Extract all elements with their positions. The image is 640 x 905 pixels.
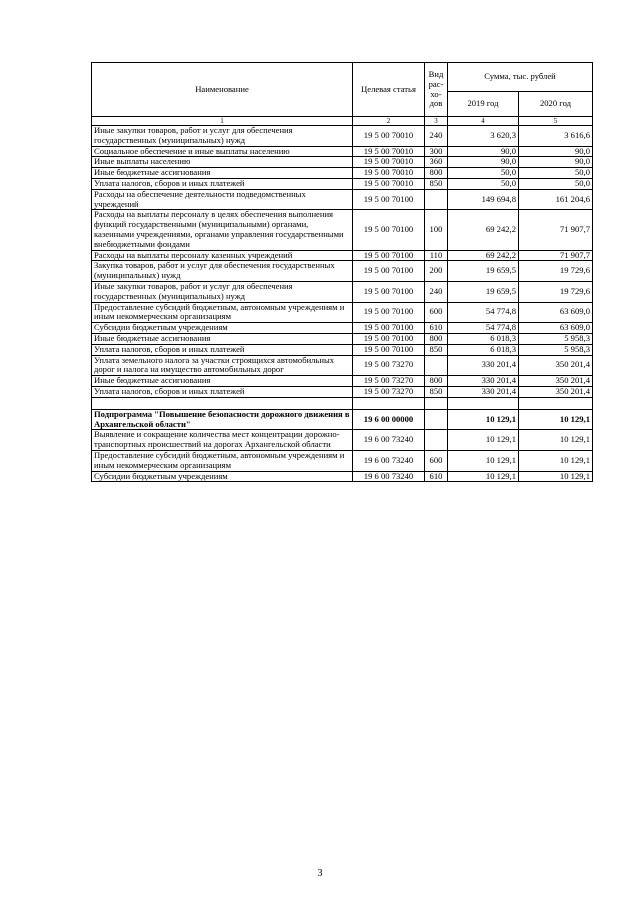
row-sum-2019: 6 018,3	[448, 344, 519, 355]
row-target-article: 19 6 00 73240	[353, 430, 425, 451]
row-target-article: 19 5 00 73270	[353, 386, 425, 397]
row-sum-2019: 6 018,3	[448, 333, 519, 344]
row-target-article: 19 5 00 73270	[353, 355, 425, 376]
row-sum-2020: 50,0	[519, 178, 593, 189]
row-expense-type: 610	[425, 323, 448, 334]
row-expense-type: 850	[425, 178, 448, 189]
row-sum-2020: 71 907,7	[519, 210, 593, 250]
header-expense-type: Вид рас- хо- дов	[425, 63, 448, 117]
table-row	[92, 397, 593, 409]
table-row	[92, 409, 593, 430]
row-name: Уплата налогов, сборов и иных платежей	[92, 178, 353, 189]
row-target-article: 19 5 00 70100	[353, 344, 425, 355]
table-row	[92, 250, 593, 261]
row-name: Предоставление субсидий бюджетным, автономным учреждениям и иным некоммерческим организациям	[92, 302, 353, 323]
row-expense-type: 100	[425, 210, 448, 250]
row-expense-type: 300	[425, 146, 448, 157]
row-target-article: 19 5 00 70100	[353, 281, 425, 302]
row-target-article: 19 6 00 00000	[353, 409, 425, 430]
row-expense-type: 200	[425, 261, 448, 282]
row-sum-2019: 54 774,8	[448, 302, 519, 323]
table-row	[92, 333, 593, 344]
column-index: 2	[353, 117, 425, 126]
row-expense-type	[425, 430, 448, 451]
row-target-article: 19 5 00 70100	[353, 210, 425, 250]
row-sum-2020: 5 958,3	[519, 333, 593, 344]
table-row	[92, 210, 593, 250]
row-expense-type: 800	[425, 376, 448, 387]
row-expense-type	[425, 409, 448, 430]
row-expense-type	[425, 355, 448, 376]
row-sum-2020: 90,0	[519, 157, 593, 168]
row-sum-2020: 90,0	[519, 146, 593, 157]
row-sum-2019: 69 242,2	[448, 250, 519, 261]
row-name: Иные бюджетные ассигнования	[92, 333, 353, 344]
row-sum-2019: 330 201,4	[448, 355, 519, 376]
row-sum-2020: 161 204,6	[519, 189, 593, 210]
row-target-article: 19 5 00 70010	[353, 178, 425, 189]
row-expense-type: 240	[425, 126, 448, 147]
row-name: Иные бюджетные ассигнования	[92, 168, 353, 179]
table-row	[92, 178, 593, 189]
row-sum-2019: 19 659,5	[448, 281, 519, 302]
row-expense-type: 800	[425, 168, 448, 179]
row-name: Предоставление субсидий бюджетным, автономным учреждениям и иным некоммерческим организациям	[92, 450, 353, 471]
column-index: 1	[92, 117, 353, 126]
table-row	[92, 355, 593, 376]
row-name: Расходы на обеспечение деятельности подведомственных учреждений	[92, 189, 353, 210]
row-sum-2020: 63 609,0	[519, 323, 593, 334]
row-target-article	[353, 397, 425, 409]
table-row	[92, 168, 593, 179]
table-row	[92, 344, 593, 355]
table-row	[92, 376, 593, 387]
row-sum-2020: 19 729,6	[519, 281, 593, 302]
row-name: Иные закупки товаров, работ и услуг для обеспечения государственных (муниципальных) нужд	[92, 126, 353, 147]
row-expense-type: 800	[425, 333, 448, 344]
row-expense-type: 360	[425, 157, 448, 168]
row-sum-2020: 350 201,4	[519, 376, 593, 387]
row-sum-2020: 19 729,6	[519, 261, 593, 282]
page-number: 3	[317, 868, 323, 879]
row-sum-2020: 10 129,1	[519, 471, 593, 482]
row-target-article: 19 5 00 70100	[353, 323, 425, 334]
row-sum-2019: 50,0	[448, 178, 519, 189]
row-target-article: 19 5 00 70100	[353, 250, 425, 261]
table-row	[92, 126, 593, 147]
row-expense-type: 850	[425, 386, 448, 397]
row-sum-2020: 10 129,1	[519, 450, 593, 471]
row-sum-2019: 54 774,8	[448, 323, 519, 334]
row-expense-type: 240	[425, 281, 448, 302]
row-sum-2019: 19 659,5	[448, 261, 519, 282]
row-target-article: 19 5 00 70100	[353, 189, 425, 210]
row-sum-2020: 5 958,3	[519, 344, 593, 355]
row-expense-type: 600	[425, 450, 448, 471]
row-sum-2019: 10 129,1	[448, 471, 519, 482]
row-name: Иные бюджетные ассигнования	[92, 376, 353, 387]
row-sum-2020	[519, 397, 593, 409]
row-sum-2019: 69 242,2	[448, 210, 519, 250]
column-index: 3	[425, 117, 448, 126]
row-target-article: 19 5 00 73270	[353, 376, 425, 387]
row-sum-2020: 50,0	[519, 168, 593, 179]
row-target-article: 19 5 00 70010	[353, 146, 425, 157]
table-row	[92, 450, 593, 471]
table-row	[92, 302, 593, 323]
row-sum-2019: 10 129,1	[448, 409, 519, 430]
row-name: Расходы на выплаты персоналу казенных учреждений	[92, 250, 353, 261]
row-name: Субсидии бюджетным учреждениям	[92, 323, 353, 334]
column-index: 5	[519, 117, 593, 126]
row-expense-type: 850	[425, 344, 448, 355]
row-sum-2020: 350 201,4	[519, 355, 593, 376]
table-row	[92, 281, 593, 302]
row-name: Субсидии бюджетным учреждениям	[92, 471, 353, 482]
row-target-article: 19 5 00 70010	[353, 168, 425, 179]
row-expense-type: 110	[425, 250, 448, 261]
row-sum-2020: 63 609,0	[519, 302, 593, 323]
row-target-article: 19 6 00 73240	[353, 450, 425, 471]
row-sum-2019: 149 694,8	[448, 189, 519, 210]
header-target-article: Целевая статья	[353, 63, 425, 117]
row-name: Подпрограмма "Повышение безопасности дорожного движения в Архангельской области"	[92, 409, 353, 430]
row-target-article: 19 5 00 70010	[353, 126, 425, 147]
table-row	[92, 430, 593, 451]
row-sum-2019: 3 620,3	[448, 126, 519, 147]
header-year-2020: 2020 год	[519, 92, 593, 117]
row-sum-2019: 10 129,1	[448, 450, 519, 471]
row-name: Уплата налогов, сборов и иных платежей	[92, 344, 353, 355]
row-name: Иные выплаты населению	[92, 157, 353, 168]
row-sum-2019: 330 201,4	[448, 376, 519, 387]
row-expense-type	[425, 189, 448, 210]
row-target-article: 19 6 00 73240	[353, 471, 425, 482]
table-body	[92, 126, 593, 482]
row-sum-2019: 90,0	[448, 146, 519, 157]
row-name	[92, 397, 353, 409]
row-sum-2019: 90,0	[448, 157, 519, 168]
header-sum: Сумма, тыс. рублей	[448, 63, 593, 92]
row-sum-2020: 350 201,4	[519, 386, 593, 397]
table-row	[92, 386, 593, 397]
row-target-article: 19 5 00 70100	[353, 302, 425, 323]
row-name: Расходы на выплаты персоналу в целях обеспечения выполнения функций государственными (муниципальными) органами, казенными учреждениями, органами управления государственными внебюджетными фондами	[92, 210, 353, 250]
row-sum-2019: 10 129,1	[448, 430, 519, 451]
table-row	[92, 146, 593, 157]
row-target-article: 19 5 00 70100	[353, 333, 425, 344]
header-year-2019: 2019 год	[448, 92, 519, 117]
row-expense-type: 600	[425, 302, 448, 323]
row-target-article: 19 5 00 70100	[353, 261, 425, 282]
row-name: Уплата земельного налога за участки строящихся автомобильных дорог и налога на имущество автомобильных дорог	[92, 355, 353, 376]
column-index: 4	[448, 117, 519, 126]
table-row	[92, 261, 593, 282]
row-name: Иные закупки товаров, работ и услуг для обеспечения государственных (муниципальных) нужд	[92, 281, 353, 302]
row-expense-type	[425, 397, 448, 409]
table-row	[92, 189, 593, 210]
header-name: Наименование	[92, 63, 353, 117]
row-name: Уплата налогов, сборов и иных платежей	[92, 386, 353, 397]
row-sum-2019	[448, 397, 519, 409]
budget-table	[91, 62, 593, 482]
table-row	[92, 323, 593, 334]
row-sum-2020: 71 907,7	[519, 250, 593, 261]
row-sum-2020: 10 129,1	[519, 409, 593, 430]
row-name: Социальное обеспечение и иные выплаты населению	[92, 146, 353, 157]
row-target-article: 19 5 00 70010	[353, 157, 425, 168]
row-name: Закупка товаров, работ и услуг для обеспечения государственных (муниципальных) нужд	[92, 261, 353, 282]
table-row	[92, 157, 593, 168]
row-name: Выявление и сокращение количества мест концентрации дорожно-транспортных происшествий на дорогах Архангельской области	[92, 430, 353, 451]
row-sum-2019: 330 201,4	[448, 386, 519, 397]
row-expense-type: 610	[425, 471, 448, 482]
row-sum-2020: 10 129,1	[519, 430, 593, 451]
table-row	[92, 471, 593, 482]
row-sum-2020: 3 616,6	[519, 126, 593, 147]
row-sum-2019: 50,0	[448, 168, 519, 179]
